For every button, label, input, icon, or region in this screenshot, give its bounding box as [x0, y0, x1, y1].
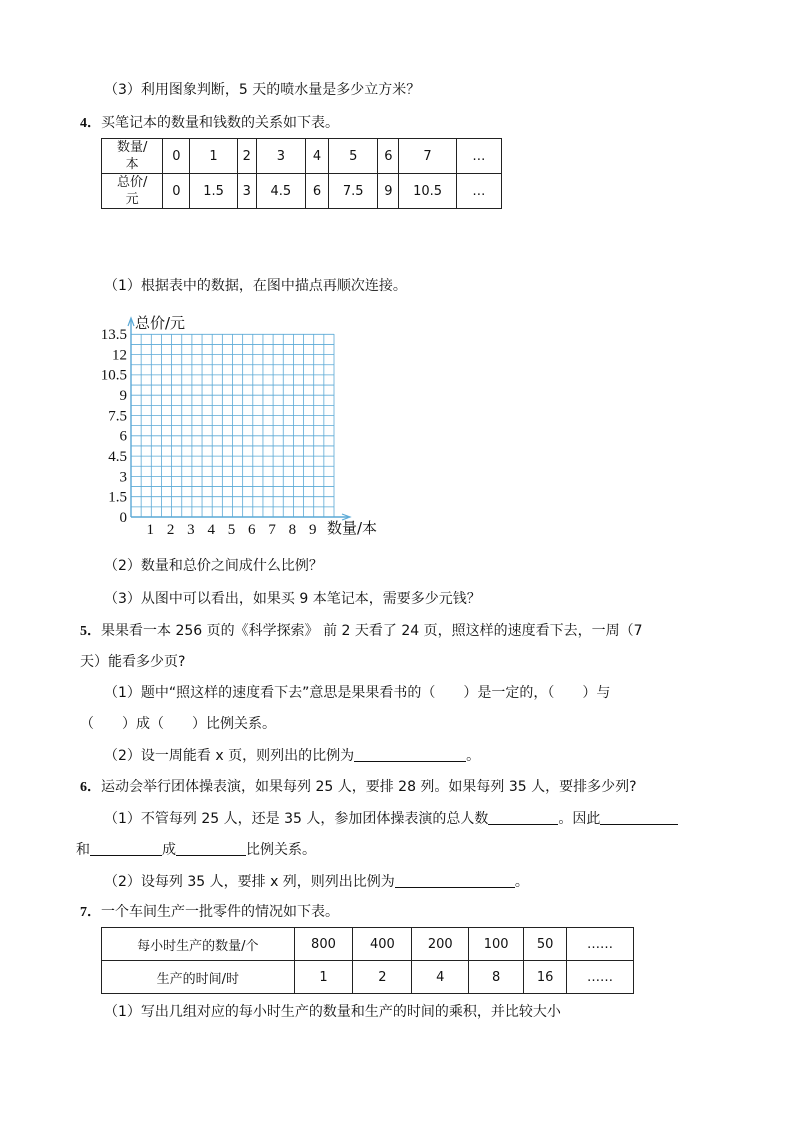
q4-part3-text: （3）从图中可以看出，如果买 9 本笔记本，需要多少元钱？: [104, 591, 481, 607]
y-tick-label: 10.5: [100, 367, 127, 384]
table-cell: 0: [163, 139, 190, 174]
question-text: 一个车间生产一批零件的情况如下表。: [101, 904, 339, 920]
table-cell: ……: [567, 961, 634, 994]
question-7: [80, 902, 339, 923]
x-tick-label: 5: [227, 522, 236, 538]
question-6: [80, 777, 637, 798]
question-number: 4．: [80, 116, 101, 131]
y-tick-label: 1.5: [108, 489, 127, 506]
table-cell: 400: [353, 928, 412, 961]
notebook-table: [101, 138, 502, 209]
table-cell: 1: [190, 139, 237, 174]
answer-blank: [600, 810, 678, 825]
x-tick-label: 8: [288, 522, 297, 538]
question-5: [80, 621, 643, 642]
answer-blank: [488, 810, 558, 825]
x-tick-label: 9: [308, 522, 317, 538]
x-axis-label: 数量/本: [327, 519, 378, 537]
table-cell: 200: [412, 928, 469, 961]
q3-part3-text: （3）利用图象判断，5 天的喷水量是多少立方米？: [104, 82, 421, 98]
table-cell: 50: [524, 928, 567, 961]
table-cell: 100: [469, 928, 524, 961]
table-cell: ……: [567, 928, 634, 961]
x-tick-label: 2: [166, 522, 175, 538]
table-cell: 800: [294, 928, 353, 961]
x-tick-labels: [147, 522, 317, 538]
x-tick-label: 7: [268, 522, 276, 538]
table-cell: …: [456, 174, 501, 209]
question-number: 5．: [80, 624, 101, 639]
x-tick-label: 4: [207, 522, 215, 538]
y-tick-label: 0: [119, 510, 127, 526]
table-cell: 3: [237, 174, 256, 209]
answer-blank: [354, 747, 466, 762]
answer-blank: [176, 841, 246, 856]
table-header-cell: 生产的时间/时: [102, 961, 295, 994]
y-tick-labels: [101, 327, 128, 526]
x-tick-label: 3: [187, 522, 195, 538]
table-header-cell: 总价/ 元: [102, 174, 163, 209]
production-table: [101, 927, 634, 994]
y-tick-label: 13.5: [100, 327, 127, 343]
price-grid-chart: [0, 300, 420, 545]
table-cell: 1: [294, 961, 353, 994]
question-number: 7．: [80, 905, 101, 920]
q4-part1-text: （1）根据表中的数据，在图中描点再顺次连接。: [104, 278, 407, 294]
table-cell: 4: [305, 139, 328, 174]
q4-part2-text: （2）数量和总价之间成什么比例？: [104, 558, 323, 574]
table-header-cell: 数量/ 本: [102, 139, 163, 174]
question-text: 买笔记本的数量和钱数的关系如下表。: [101, 115, 339, 131]
question-text: 果果看一本 256 页的《科学探索》 前 2 天看了 24 页，照这样的速度看下去，一周（7: [101, 623, 643, 639]
q5-part1-text: （1）题中“照这样的速度看下去”意思是果果看书的（ ）是一定的，（ ）与: [104, 685, 611, 701]
table-cell: 3: [256, 139, 305, 174]
table-cell: 5: [329, 139, 378, 174]
table-cell: 7: [399, 139, 456, 174]
y-tick-label: 12: [112, 347, 127, 364]
table-row: [102, 174, 502, 209]
q5-text-continued: 天）能看多少页?: [80, 654, 186, 670]
x-tick-label: 1: [146, 522, 155, 538]
table-cell: 9: [378, 174, 399, 209]
table-cell: 10.5: [399, 174, 456, 209]
answer-blank: [395, 873, 515, 888]
y-tick-label: 7.5: [108, 408, 127, 425]
q6-part1-text: （1）不管每列 25 人，还是 35 人，参加团体操表演的总人数 。因此: [104, 809, 678, 829]
question-text: 运动会举行团体操表演，如果每列 25 人，要排 28 列。如果每列 35 人，要排多少列?: [101, 779, 637, 795]
table-cell: 4: [412, 961, 469, 994]
table-cell: 1.5: [190, 174, 237, 209]
table-cell: 8: [469, 961, 524, 994]
table-cell: 2: [353, 961, 412, 994]
table-row: [102, 961, 634, 994]
table-cell: 7.5: [329, 174, 378, 209]
chart-grid: [131, 334, 334, 517]
table-cell: 6: [378, 139, 399, 174]
y-tick-label: 9: [119, 388, 127, 404]
table-cell: 16: [524, 961, 567, 994]
table-row: [102, 139, 502, 174]
q6-part2-text: （2）设每列 35 人，要排 x 列，则列出比例为 。: [104, 874, 529, 890]
answer-blank: [90, 841, 162, 856]
table-cell: 6: [305, 174, 328, 209]
question-4: [80, 113, 339, 134]
x-tick-label: 6: [248, 522, 256, 538]
q7-part1-text: （1）写出几组对应的每小时生产的数量和生产的时间的乘积，并比较大小: [104, 1004, 561, 1020]
y-tick-label: 3: [119, 469, 127, 486]
table-cell: 4.5: [256, 174, 305, 209]
table-cell: 0: [163, 174, 190, 209]
table-cell: 2: [237, 139, 256, 174]
q5-part1-text-continued: （ ）成（ ）比例关系。: [80, 716, 276, 732]
question-number: 6．: [80, 780, 101, 795]
y-tick-label: 6: [119, 428, 127, 445]
y-axis-label: 总价/元: [135, 314, 186, 332]
q6-part1-text-continued: 和 成 比例关系。: [76, 842, 316, 858]
y-tick-label: 4.5: [108, 449, 127, 465]
table-cell: …: [456, 139, 501, 174]
table-header-cell: 每小时生产的数量/个: [102, 928, 295, 961]
table-row: [102, 928, 634, 961]
q5-part2-text: （2）设一周能看 x 页，则列出的比例为 。: [104, 748, 481, 764]
